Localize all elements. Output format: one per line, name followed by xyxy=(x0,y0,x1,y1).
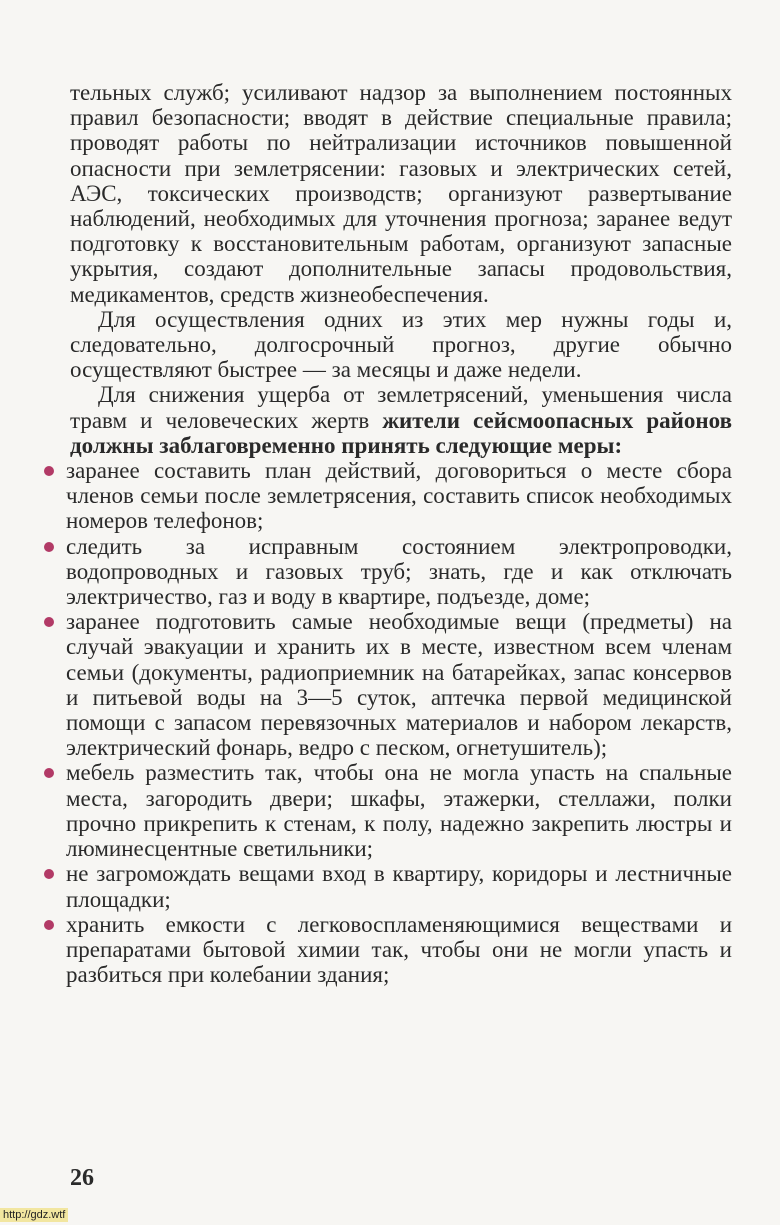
list-item xyxy=(8,760,732,861)
list-item-text: хранить емкости с легковоспламеняющимися веществами и препаратами бытовой химии так, чтобы они не могли упасть и разбиться при колебании здания; xyxy=(66,911,732,988)
list-item xyxy=(8,609,732,760)
list-item xyxy=(8,534,732,610)
intro-plain: Для снижения ущерба от землетрясений, уменьшения числа травм и человеческих жертв xyxy=(70,382,732,433)
bullet-icon xyxy=(44,466,54,476)
watermark-link[interactable]: http://gdz.wtf xyxy=(0,1208,68,1222)
list-item xyxy=(8,861,732,911)
list-item xyxy=(8,458,732,534)
paragraph-measures: Для осуществления одних из этих мер нужны годы и, следовательно, долгосрочный прогноз, другие обычно осуществляют быстрее — за месяцы и даже недели. xyxy=(70,306,732,383)
page-number: 26 xyxy=(70,1165,94,1191)
bullet-icon xyxy=(44,542,54,552)
list-item-text: заранее подготовить самые необходимые вещи (предметы) на случай эвакуации и хранить их в месте, известном всем членам семьи (документы, радиоприемник на батарейках, запас консервов и питьевой воды на 3—5 суток, аптечка первой медицинской помощи с запасом перевязочных материалов и набором лекарств, электрический фонарь, ведро с песком, огнетушитель); xyxy=(66,609,732,761)
list-item-text: заранее составить план действий, договориться о месте сбора членов семьи после землетрясения, составить список необходимых номеров телефонов; xyxy=(66,458,732,534)
page-text xyxy=(66,80,732,988)
intro-bold: жители сейсмоопасных районов должны заблаговременно принять следующие меры: xyxy=(70,407,732,458)
bullet-icon xyxy=(44,869,54,879)
paragraph-continuation: тельных служб; усиливают надзор за выполнением постоянных правил безопасности; вводят в действие специальные правила; проводят работы по нейтрализации источников повышенной опасности при землетрясении: газовых и электрических сетей, АЭС, токсических производств; организуют развертывание наблюдений, необходимых для уточнения прогноза; заранее ведут подготовку к восстановительным работам, организуют запасные укрытия, создают дополнительные запасы продовольствия, медикаментов, средств жизнеобеспечения. xyxy=(70,80,732,307)
list-item-text: следить за исправным состоянием электропроводки, водопроводных и газовых труб; знать, где и как отключать электричество, газ и воду в квартире, подъезде, доме; xyxy=(66,533,732,610)
measures-list xyxy=(66,458,732,988)
list-item xyxy=(8,912,732,988)
list-item-text: мебель разместить так, чтобы она не могла упасть на спальные места, загородить двери; шкафы, этажерки, стеллажи, полки прочно прикрепить к стенам, к полу, надежно закрепить люстры и люминесцентные светильники; xyxy=(66,760,732,862)
bullet-icon xyxy=(44,617,54,627)
list-item-text: не загромождать вещами вход в квартиру, коридоры и лестничные площадки; xyxy=(66,861,732,912)
bullet-icon xyxy=(44,768,54,778)
paragraph-intro xyxy=(70,382,732,458)
bullet-icon xyxy=(44,920,54,930)
